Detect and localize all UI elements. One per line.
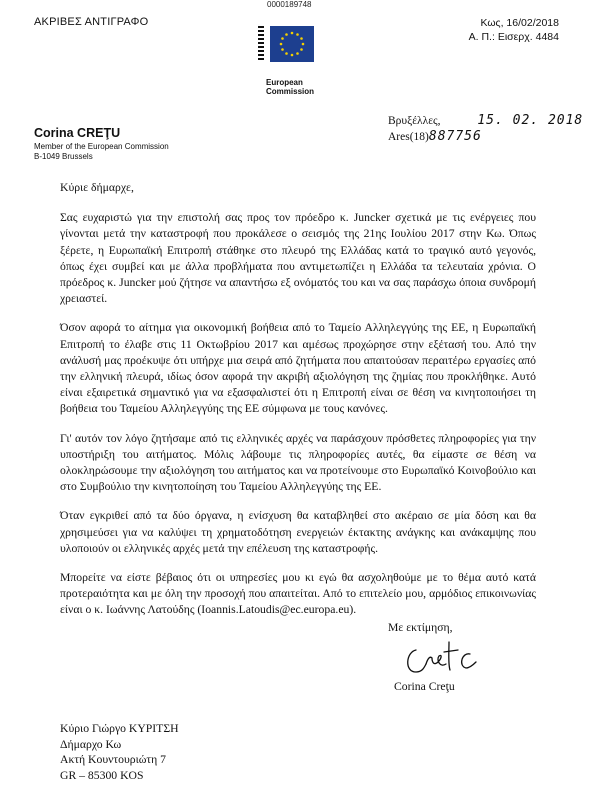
logo-text-european: European	[266, 78, 303, 87]
sender-block	[34, 128, 169, 162]
paragraph: Γι' αυτόν τον λόγο ζητήσαμε από τις ελληνικές αρχές να παράσχουν πρόσθετες πληροφορίες για την υποστήριξη του αιτήματος. Μόλις λάβουμε τις πληροφορίες αυτές, θα είμαστε σε θέση να ολοκληρώσουμε την αξιολόγηση του αιτήματος και να προτείνουμε στο Ευρωπαϊκό Κοινοβούλιο και στο Συμβούλιο την κινητοποίηση του Ταμείου Αλληλεγγύης της ΕΕ.	[60, 431, 536, 494]
signer-name: Corina Creţu	[394, 680, 455, 693]
place-and-date	[388, 113, 583, 145]
stamp-line: Κως, 16/02/2018	[480, 17, 559, 29]
eu-flag-icon	[270, 26, 314, 62]
paragraph: Όταν εγκριθεί από τα δύο όργανα, η ενίσχυση θα καταβληθεί στο ακέραιο σε μία δόση και θα χρησιμεύσει για να καλύψει τη χρηματοδότηση ενεργειών έκτακτης ανάγκης και ανάκαμψης που υλοποιούν οι ελληνικές αρχές μετά την επέλευση της καταστροφής.	[60, 509, 536, 555]
salutation: Κύριε δήμαρχε,	[60, 181, 134, 194]
ares-number: 887756	[428, 129, 482, 144]
closing: Με εκτίμηση,	[388, 621, 453, 634]
place: Βρυξέλλες,	[388, 115, 441, 127]
logo-rule	[258, 34, 264, 36]
european-commission-logo	[258, 6, 338, 106]
logo-rule	[258, 42, 264, 44]
recipient-line: Ακτή Κουντουριώτη 7	[60, 753, 166, 767]
registration-code: 0000189748	[267, 0, 312, 9]
stamp-line: Α. Π.: Εισερχ. 4484	[468, 31, 559, 43]
recipient-address	[60, 721, 179, 783]
paragraph: Μπορείτε να είστε βέβαιος ότι οι υπηρεσίες μου κι εγώ θα ασχοληθούμε με το θέμα αυτό κατά προτεραιότητα και με όλη την προσοχή που απαιτείται. Από το επιτελείο μου, αρμόδιος επικοινωνίας είναι ο κ. Ιωάννης Λατούδης (Ioannis.Latoudis@ec.europa.eu).	[60, 571, 536, 617]
letter-date: 15. 02. 2018	[477, 113, 584, 128]
paragraph: Σας ευχαριστώ για την επιστολή σας προς τον πρόεδρο κ. Juncker σχετικά με τις ενέργειες που γίνονται μετά την καταστροφή που προκάλεσε ο σεισμός της 21ης Ιουλίου 2017 στην Κω. Όπως ξέρετε, η Ευρωπαϊκή Επιτροπή στάθηκε στο πλευρό της Ελλάδας κατά το τραγικό αυτό γεγονός, όπως έχει συμβεί και με άλλα προβλήματα που αντιμετωπίζει η Ελλάδα τα τελευταία χρόνια. Ο πρόεδρος κ. Juncker μού ζήτησε να απαντήσω εξ ονόματός του και να σας παράσχω όποια συνδρομή χρειαστεί.	[60, 211, 536, 306]
letter-body	[60, 180, 536, 632]
sender-address: B-1049 Brussels	[34, 152, 93, 161]
logo-rule	[258, 46, 264, 48]
logo-rule	[258, 26, 264, 28]
ares-prefix: Ares(18)	[388, 131, 429, 143]
logo-rule	[258, 50, 264, 52]
recipient-line: GR – 85300 KOS	[60, 768, 144, 782]
paragraph: Όσον αφορά το αίτημα για οικονομική βοήθεια από το Ταμείο Αλληλεγγύης της ΕΕ, η Ευρωπαϊκή Επιτροπή το έλαβε στις 11 Οκτωβρίου 2017 και αμέσως προχώρησε στην εξέτασή του. Από την ανάλυσή μας προέκυψε ότι υπήρχε μια σειρά από ζητήματα που απαιτούσαν περαιτέρω εργασίες από την ελληνική πλευρά, ιδίως όσον αφορά την ακριβή αξιολόγηση της ζημίας που προκλήθηκε. Αυτό είναι εξαιρετικά σημαντικό για να εξασφαλιστεί ότι η Επιτροπή είναι σε θέση να κινητοποιήσει τη βοήθεια του Ταμείου Αλληλεγγύης της ΕΕ σύμφωνα με τους κανόνες.	[60, 321, 536, 416]
logo-rule	[258, 58, 264, 60]
logo-rule	[258, 54, 264, 56]
recipient-line: Κύριο Γιώργο ΚΥΡΙΤΣΗ	[60, 722, 179, 735]
sender-name: Corina CREŢU	[34, 126, 121, 140]
certified-copy-label: ΑΚΡΙΒΕΣ ΑΝΤΙΓΡΑΦΟ	[34, 16, 149, 28]
logo-text-commission: Commission	[266, 87, 315, 96]
incoming-protocol-stamp	[469, 16, 559, 44]
handwritten-signature	[402, 638, 482, 678]
logo-rule	[258, 38, 264, 40]
logo-rule	[258, 30, 264, 32]
sender-role: Member of the European Commission	[34, 142, 169, 151]
recipient-line: Δήμαρχο Κω	[60, 737, 122, 751]
